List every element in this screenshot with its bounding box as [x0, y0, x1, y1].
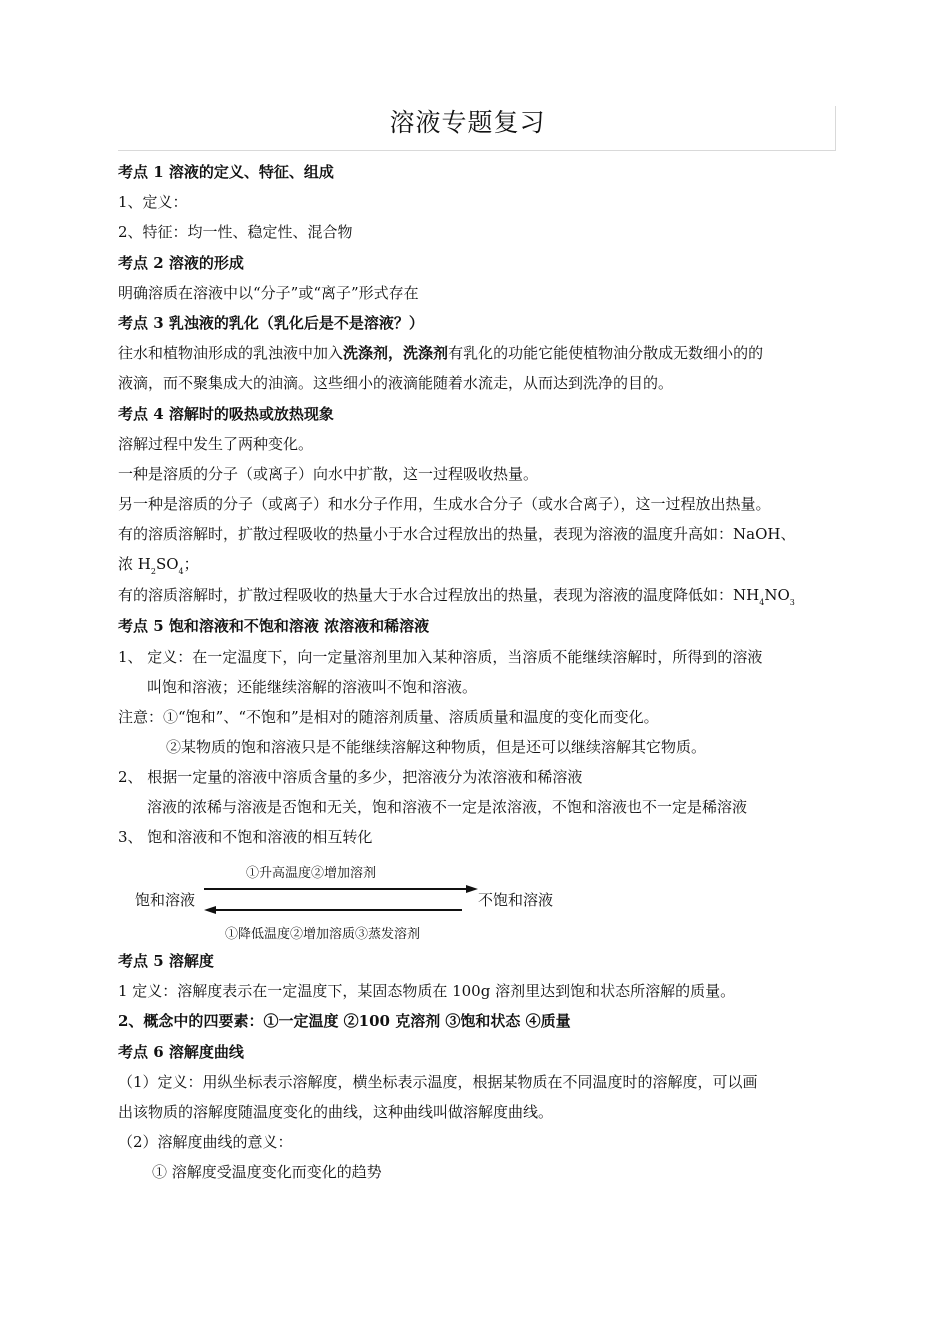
text-line: ① 溶解度受温度变化而变化的趋势 — [152, 1163, 382, 1181]
text-line-bold: 2、概念中的四要素：①一定温度 ②100 克溶剂 ③饱和状态 ④质量 — [118, 1012, 571, 1030]
text-line: 叫饱和溶液；还能继续溶解的溶液叫不饱和溶液。 — [147, 678, 478, 696]
title-corner-divider — [835, 106, 836, 150]
subscript: 2 — [150, 567, 156, 576]
section-heading-4: 考点 4 溶解时的吸热或放热现象 — [118, 405, 334, 423]
arrow-right-head — [466, 885, 478, 893]
keyword-detergent: 洗涤剂 — [403, 344, 449, 362]
diagram-bottom-label: ①降低温度②增加溶质③蒸发溶剂 — [225, 927, 421, 942]
text-line: 2、 根据一定量的溶液中溶质含量的多少，把溶液分为浓溶液和稀溶液 — [118, 768, 583, 786]
text-line: 明确溶质在溶液中以“分子”或“离子”形式存在 — [118, 284, 419, 302]
text-span: 有乳化的功能它能使植物油分散成无数细小的的 — [448, 344, 764, 362]
arrow-left-head — [204, 906, 216, 914]
text-line: ②某物质的饱和溶液只是不能继续溶解这种物质，但是还可以继续溶解其它物质。 — [166, 738, 707, 756]
text-line: 一种是溶质的分子（或离子）向水中扩散，这一过程吸收热量。 — [118, 465, 539, 483]
text-span: 浓 H — [118, 555, 151, 573]
text-span: 往水和植物油形成的乳浊液中加入 — [118, 344, 344, 362]
text-line: 另一种是溶质的分子（或离子）和水分子作用，生成水合分子（或水合离子），这一过程放出热量。 — [118, 495, 771, 513]
subscript: 4 — [759, 598, 765, 607]
text-line: 3、 饱和溶液和不饱和溶液的相互转化 — [118, 828, 373, 846]
text-line: 有的溶质溶解时，扩散过程吸收的热量小于水合过程放出的热量，表现为溶液的温度升高如：NaOH、 — [118, 525, 796, 543]
page-title: 溶液专题复习 — [389, 108, 546, 137]
diagram-left-label: 饱和溶液 — [135, 891, 196, 909]
text-span: NO — [764, 586, 790, 604]
subscript: 4 — [178, 567, 184, 576]
text-line: 注意：①“饱和”、“不饱和”是相对的随溶剂质量、溶质质量和温度的变化而变化。 — [118, 708, 659, 726]
diagram-right-label: 不饱和溶液 — [478, 891, 554, 909]
section-heading-5: 考点 5 饱和溶液和不饱和溶液 浓溶液和稀溶液 — [118, 617, 430, 635]
diagram-top-label: ①升高温度②增加溶剂 — [246, 866, 377, 881]
section-heading-2: 考点 2 溶液的形成 — [118, 254, 244, 272]
title-divider — [118, 150, 836, 151]
section-heading-1: 考点 1 溶液的定义、特征、组成 — [118, 163, 334, 181]
text-span: ， — [388, 344, 404, 362]
keyword-detergent: 洗涤剂 — [343, 344, 389, 362]
text-line: 2、特征：均一性、稳定性、混合物 — [118, 223, 353, 241]
text-line: 溶液的浓稀与溶液是否饱和无关，饱和溶液不一定是浓溶液，不饱和溶液也不一定是稀溶液 — [147, 798, 748, 816]
section-heading-6: 考点 5 溶解度 — [118, 952, 214, 970]
text-line: 1、定义： — [118, 193, 188, 211]
text-line: 液滴，而不聚集成大的油滴。这些细小的液滴能随着水流走，从而达到洗净的目的。 — [118, 374, 674, 392]
text-line: 1 定义：溶解度表示在一定温度下，某固态物质在 100g 溶剂里达到饱和状态所溶解的质量。 — [118, 982, 736, 1000]
section-heading-3: 考点 3 乳浊液的乳化（乳化后是不是溶液？） — [118, 314, 424, 332]
text-line — [118, 343, 763, 363]
text-line: （2）溶解度曲线的意义： — [118, 1133, 293, 1151]
text-span: 有的溶质溶解时，扩散过程吸收的热量大于水合过程放出的热量，表现为溶液的温度降低如：NH — [118, 586, 760, 604]
text-span: SO — [155, 555, 179, 573]
text-span: ； — [183, 555, 199, 573]
conversion-arrows — [200, 880, 485, 916]
text-line: （1）定义：用纵坐标表示溶解度，横坐标表示温度，根据某物质在不同温度时的溶解度，可以画 — [118, 1073, 758, 1091]
text-line: 溶解过程中发生了两种变化。 — [118, 435, 314, 453]
section-heading-7: 考点 6 溶解度曲线 — [118, 1043, 244, 1061]
formula-line — [118, 554, 199, 577]
subscript: 3 — [789, 598, 795, 607]
text-line: 出该物质的溶解度随温度变化的曲线，这种曲线叫做溶解度曲线。 — [118, 1103, 554, 1121]
formula-line — [118, 585, 795, 608]
text-line: 1、 定义：在一定温度下，向一定量溶剂里加入某种溶质，当溶质不能继续溶解时，所得到的溶液 — [118, 648, 763, 666]
